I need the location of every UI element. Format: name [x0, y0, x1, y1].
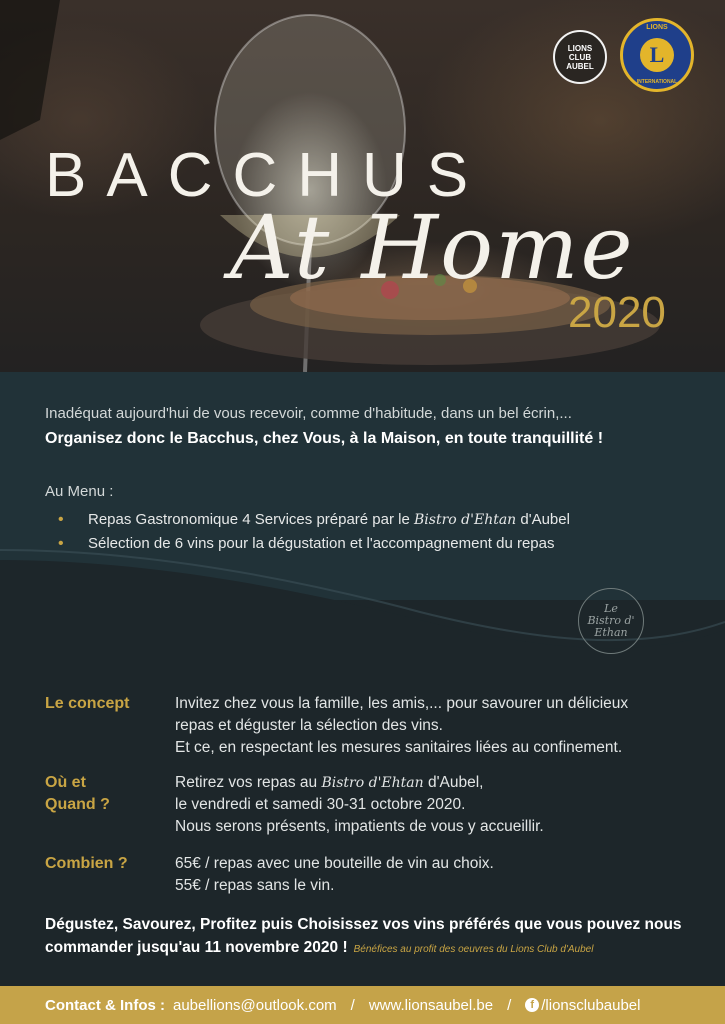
where-line: le vendredi et samedi 30-31 octobre 2020.	[175, 796, 466, 813]
bistro-logo	[578, 588, 644, 654]
logo-letter: L	[640, 38, 674, 72]
facebook-link[interactable]: /lionsclubaubel	[541, 996, 641, 1014]
concept-line: Et ce, en respectant les mesures sanitaires liées au confinement.	[175, 739, 623, 756]
year-label: 2020	[568, 288, 666, 337]
lions-international-logo	[620, 18, 694, 92]
page-title: BACCHUS	[45, 141, 489, 210]
price-label: Combien ?	[45, 855, 128, 872]
menu-item	[58, 532, 718, 555]
where-line	[175, 772, 715, 794]
price-text	[175, 853, 715, 897]
menu-heading: Au Menu :	[45, 483, 114, 500]
contact-label: Contact & Infos :	[45, 996, 165, 1014]
logo-ring-top: LIONS	[646, 24, 668, 31]
bistro-name: Bistro d'Ehtan	[321, 775, 424, 791]
intro-headline: Organisez donc le Bacchus, chez Vous, à la Maison, en toute tranquillité !	[45, 430, 604, 447]
contact-footer	[0, 986, 725, 1024]
where-label-line: Où et	[45, 774, 86, 791]
menu-item-text: Sélection de 6 vins pour la dégustation et l'accompagnement du repas	[88, 535, 555, 552]
hero-photo	[0, 0, 725, 372]
email-link[interactable]: aubellions@outlook.com	[173, 996, 337, 1014]
lions-club-aubel-logo	[553, 30, 607, 84]
menu-item-text: d'Aubel	[516, 511, 570, 528]
logo-text-line: AUBEL	[566, 61, 594, 71]
concept-line: repas et déguster la sélection des vins.	[175, 717, 443, 734]
where-text-part: Retirez vos repas au	[175, 774, 322, 791]
logo-text-line: LIONS	[567, 43, 593, 53]
where-label	[45, 772, 110, 816]
logo-text-line: CLUB	[568, 52, 592, 62]
script-subtitle: At Home	[230, 196, 635, 299]
closing-line-text: commander jusqu'au 11 novembre 2020 !	[45, 939, 348, 956]
price-line: 55€ / repas sans le vin.	[175, 877, 335, 894]
badge-text: Bistro d'	[587, 614, 635, 627]
logo-ring-bottom: INTERNATIONAL	[636, 79, 678, 85]
benefit-note: Bénéfices au profit des oeuvres du Lions Club d'Aubel	[353, 944, 594, 955]
closing-line: Dégustez, Savourez, Profitez puis Choisissez vos vins préférés que vous pouvez nous	[45, 916, 682, 933]
where-text-part: d'Aubel,	[423, 774, 484, 791]
facebook-icon: f	[525, 998, 539, 1012]
concept-line: Invitez chez vous la famille, les amis,... pour savourer un délicieux	[175, 695, 629, 712]
price-line: 65€ / repas avec une bouteille de vin au choix.	[175, 855, 494, 872]
website-link[interactable]: www.lionsaubel.be	[368, 996, 494, 1014]
menu-item	[58, 508, 718, 532]
where-text	[175, 772, 715, 838]
concept-label: Le concept	[45, 695, 130, 712]
closing-line	[45, 936, 725, 961]
separator: /	[507, 996, 512, 1014]
separator: /	[350, 996, 355, 1014]
concept-text	[175, 693, 715, 759]
where-label-line: Quand ?	[45, 796, 110, 813]
badge-text: Ethan	[594, 626, 628, 639]
closing-text	[45, 913, 725, 961]
bistro-name: Bistro d'Ehtan	[414, 512, 517, 528]
where-line: Nous serons présents, impatients de vous y accueillir.	[175, 818, 544, 835]
menu-list	[58, 508, 718, 555]
badge-text: Le	[604, 602, 618, 615]
intro-line: Inadéquat aujourd'hui de vous recevoir, comme d'habitude, dans un bel écrin,...	[45, 405, 572, 422]
menu-item-text: Repas Gastronomique 4 Services préparé par le	[88, 511, 415, 528]
